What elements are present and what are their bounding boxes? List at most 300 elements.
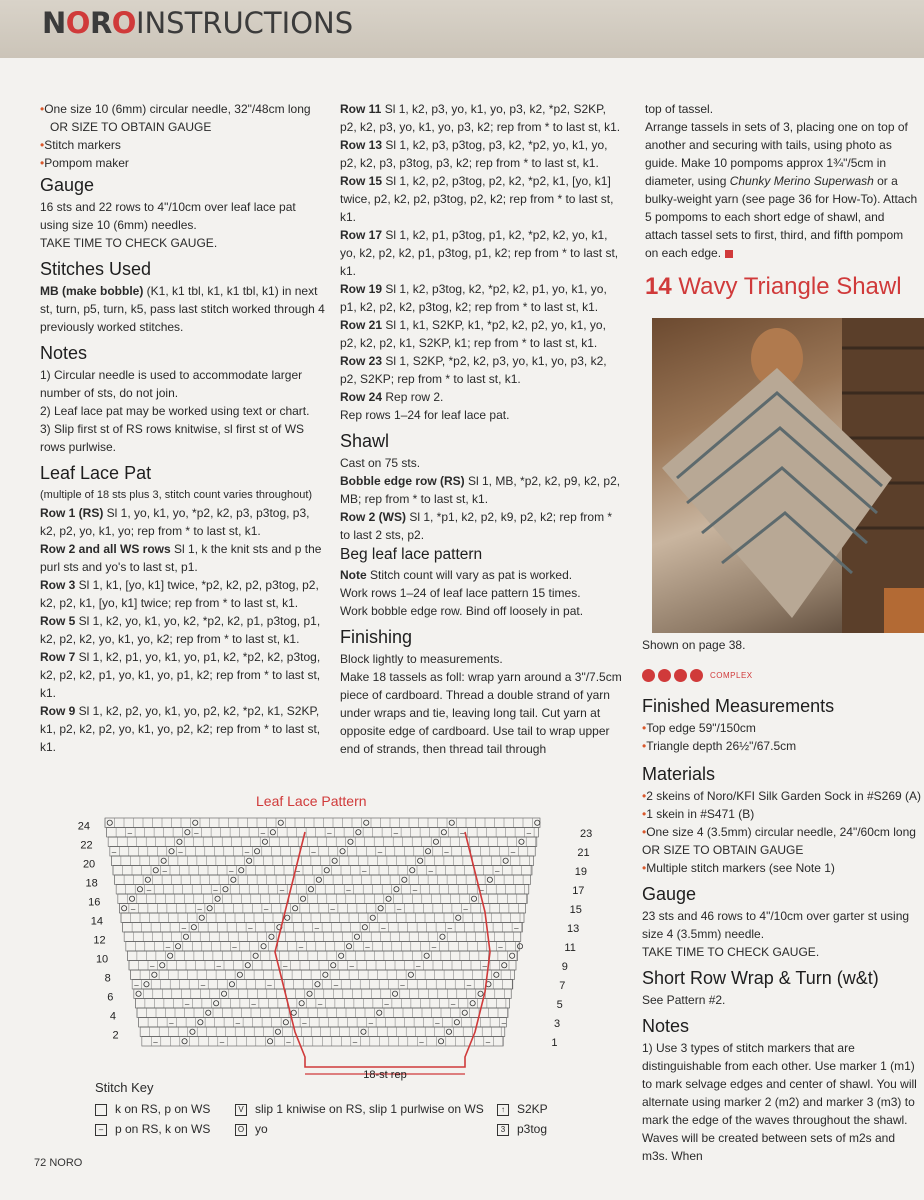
yo-symbol-icon bbox=[462, 1010, 467, 1015]
material-item: •1 skein in #S471 (B) bbox=[642, 806, 755, 821]
purl-symbol-icon: – bbox=[327, 828, 332, 838]
yo-symbol-icon bbox=[446, 1029, 451, 1034]
page-number: 72 bbox=[34, 1157, 47, 1169]
purl-symbol-icon: – bbox=[501, 1018, 507, 1028]
purl-symbol-icon: – bbox=[435, 1018, 440, 1028]
purl-symbol-icon: – bbox=[111, 847, 117, 857]
note-text: Note Stitch count will vary as pat is worked. bbox=[340, 568, 573, 582]
yo-symbol-icon bbox=[245, 963, 250, 968]
pattern-row: Row 7 Sl 1, k2, p1, yo, k1, yo, p1, k2, *p2, k2, p3tog, k2, p2, k2, p1, yo, k1, yo, p1, k2; rep from * to last st, k1. bbox=[40, 650, 321, 700]
section-heading: Notes bbox=[40, 343, 88, 363]
yo-symbol-icon bbox=[137, 887, 142, 892]
yo-symbol-icon bbox=[308, 887, 313, 892]
yo-symbol-icon bbox=[239, 868, 244, 873]
section-heading: Gauge bbox=[40, 175, 95, 195]
yo-symbol-icon bbox=[348, 839, 353, 844]
pattern-row: Row 1 (RS) Sl 1, yo, k1, yo, *p2, k2, p3, p3tog, p3, k2, p2, yo, k1, yo; rep from * to last st, k1. bbox=[40, 506, 310, 538]
stitch-key bbox=[95, 1080, 154, 1099]
pattern-row: Row 9 Sl 1, k2, p2, yo, k1, yo, p2, k2, *p2, k1, S2KP, k1, p2, k2, p2, yo, k1, yo, p2, k2; rep from * to last st, k1. bbox=[40, 704, 321, 754]
instruction: Work rows 1–24 of leaf lace pattern 15 times. bbox=[340, 586, 581, 600]
purl-symbol-icon: – bbox=[184, 999, 190, 1009]
yo-symbol-icon bbox=[190, 1029, 195, 1034]
brand-letter: R bbox=[89, 6, 112, 40]
purl-symbol-icon: – bbox=[146, 885, 152, 895]
purl-symbol-icon: – bbox=[200, 980, 206, 990]
purl-symbol-icon: – bbox=[349, 961, 354, 971]
section-heading: Materials bbox=[642, 763, 716, 784]
purl-symbol-icon: – bbox=[235, 1018, 241, 1028]
yo-symbol-icon bbox=[517, 944, 522, 949]
purl-symbol-icon: – bbox=[232, 942, 237, 952]
key-item: V slip 1 kniwise on RS, slip 1 purlwise on WS bbox=[235, 1102, 484, 1116]
purl-symbol-icon: – bbox=[95, 1124, 107, 1136]
yo-symbol-icon bbox=[191, 925, 196, 930]
row-number-right: 23 bbox=[580, 828, 593, 840]
note-item: 1) Circular needle is used to accommodate larger number of sts, do not join. bbox=[40, 368, 303, 400]
purl-symbol-icon: – bbox=[510, 847, 516, 857]
row-number-right: 19 bbox=[574, 866, 588, 878]
material-item: •Pompom maker bbox=[40, 156, 129, 170]
purl-symbol-icon: – bbox=[229, 866, 234, 876]
row-number-left: 24 bbox=[77, 820, 90, 833]
chart-row bbox=[115, 875, 531, 885]
material-item: •One size 10 (6mm) circular needle, 32"/48cm long OR SIZE TO OBTAIN GAUGE bbox=[40, 102, 311, 134]
purl-symbol-icon: – bbox=[396, 904, 402, 914]
yo-symbol-icon bbox=[136, 991, 141, 996]
purl-symbol-icon: – bbox=[444, 847, 449, 857]
pattern-row: Row 3 Sl 1, k1, [yo, k1] twice, *p2, k2, p2, p3tog, p2, k2, p2, k1, [yo, k1] twice; rep from * to last st, k1. bbox=[40, 578, 319, 610]
purl-symbol-icon: – bbox=[495, 866, 500, 876]
row-number-right: 3 bbox=[554, 1018, 561, 1030]
purl-symbol-icon: – bbox=[428, 866, 433, 876]
chart-row bbox=[126, 942, 519, 952]
yo-symbol-icon bbox=[378, 906, 383, 911]
purl-symbol-icon: – bbox=[479, 885, 484, 895]
chart-row bbox=[121, 913, 524, 923]
gauge-text: 16 sts and 22 rows to 4"/10cm over leaf lace pat using size 10 (6mm) needles. bbox=[40, 200, 296, 232]
purl-symbol-icon: – bbox=[134, 980, 139, 990]
instruction: Block lightly to measurements. bbox=[340, 652, 503, 666]
yo-symbol-icon bbox=[214, 1001, 219, 1006]
rep-rows: Rep rows 1–24 for leaf lace pat. bbox=[340, 408, 510, 422]
yo-symbol-icon bbox=[494, 972, 499, 977]
section-heading: Leaf Lace Pat bbox=[40, 463, 152, 483]
pattern-row: Row 2 (WS) Sl 1, *p1, k2, p2, k9, p2, k2; rep from * to last 2 sts, p2. bbox=[340, 510, 613, 542]
yo-symbol-icon bbox=[315, 982, 320, 987]
purl-symbol-icon: – bbox=[260, 828, 266, 838]
yo-symbol-icon bbox=[237, 972, 242, 977]
material-item: •Multiple stitch markers (see Note 1) bbox=[642, 860, 835, 875]
yo-symbol-icon bbox=[354, 934, 359, 939]
purl-symbol-icon: – bbox=[314, 923, 320, 933]
row-number-left: 2 bbox=[112, 1029, 119, 1042]
column-2 bbox=[340, 100, 625, 758]
purl-symbol-icon: – bbox=[153, 1037, 158, 1047]
purl-symbol-icon: – bbox=[365, 942, 370, 952]
yo-symbol-icon bbox=[198, 1020, 203, 1025]
yo-symbol-icon bbox=[454, 1020, 459, 1025]
purl-symbol-icon: – bbox=[127, 828, 133, 838]
chart-row bbox=[129, 961, 516, 971]
purl-symbol-icon: – bbox=[460, 828, 465, 838]
yo-symbol-icon bbox=[519, 839, 524, 844]
purl-symbol-icon: – bbox=[393, 828, 399, 838]
row-number-left: 12 bbox=[93, 934, 106, 947]
yo-symbol-icon bbox=[169, 849, 174, 854]
row-number-left: 18 bbox=[85, 877, 98, 890]
shawl-illustration bbox=[652, 318, 924, 633]
purl-symbol-icon: – bbox=[267, 980, 272, 990]
yo-symbol-icon bbox=[402, 877, 407, 882]
purl-symbol-icon: – bbox=[216, 961, 221, 971]
row-number-right: 17 bbox=[572, 885, 585, 897]
yo-symbol-icon bbox=[307, 991, 312, 996]
purl-symbol-icon: – bbox=[311, 847, 316, 857]
yo-symbol-icon bbox=[193, 820, 198, 825]
yo-symbol-icon bbox=[331, 963, 336, 968]
yo-symbol-icon bbox=[275, 1029, 280, 1034]
row-number-right: 13 bbox=[567, 923, 580, 935]
yo-symbol-icon bbox=[510, 953, 515, 958]
yo-symbol-icon bbox=[253, 953, 258, 958]
yo-symbol-icon bbox=[339, 953, 344, 958]
brand-letter: N bbox=[42, 6, 66, 40]
purl-symbol-icon: – bbox=[368, 1018, 374, 1028]
yo-symbol-icon bbox=[324, 868, 329, 873]
yo-symbol-icon bbox=[160, 963, 165, 968]
yo-symbol-icon bbox=[206, 1010, 211, 1015]
subsection-heading: Beg leaf lace pattern bbox=[340, 546, 483, 563]
yo-symbol-icon bbox=[332, 858, 337, 863]
purl-symbol-icon: – bbox=[431, 942, 437, 952]
pattern-row: Row 5 Sl 1, k2, yo, k1, yo, k2, *p2, k2, p1, p3tog, p1, k2, p2, k2, yo, k1, yo, k2; rep from * to last st, k1. bbox=[40, 614, 321, 646]
purl-symbol-icon: – bbox=[482, 961, 487, 971]
note-item: 3) Slip first st of RS rows knitwise, sl first st of WS rows purlwise. bbox=[40, 422, 305, 454]
yo-symbol-icon bbox=[433, 839, 438, 844]
purl-symbol-icon: – bbox=[419, 1037, 424, 1047]
row-number-right: 7 bbox=[559, 980, 566, 992]
chart-row bbox=[105, 818, 540, 828]
yo-symbol-icon: O bbox=[235, 1124, 247, 1136]
yo-symbol-icon bbox=[221, 991, 226, 996]
yo-symbol-icon bbox=[161, 858, 166, 863]
chart-row bbox=[137, 1008, 508, 1018]
purl-symbol-icon: – bbox=[244, 847, 250, 857]
yo-symbol-icon bbox=[425, 849, 430, 854]
footer-brand: NORO bbox=[49, 1157, 83, 1169]
row-number-right: 1 bbox=[551, 1037, 558, 1049]
yo-symbol-icon bbox=[386, 896, 391, 901]
yo-symbol-icon bbox=[177, 839, 182, 844]
purl-symbol-icon: – bbox=[526, 828, 532, 838]
yo-symbol-icon bbox=[175, 944, 180, 949]
yo-symbol-icon bbox=[278, 820, 283, 825]
gauge-text: 23 sts and 46 rows to 4"/10cm over garter st using size 4 (3.5mm) needle. bbox=[642, 908, 910, 941]
purl-symbol-icon: – bbox=[251, 999, 256, 1009]
purl-symbol-icon: – bbox=[295, 866, 300, 876]
row-number-right: 11 bbox=[564, 942, 576, 954]
end-mark-icon bbox=[725, 250, 733, 258]
yo-symbol-icon bbox=[503, 858, 508, 863]
chart-row bbox=[111, 856, 533, 866]
pattern-row: Bobble edge row (RS) Sl 1, MB, *p2, k2, p9, k2, p2, MB; rep from * to last st, k1. bbox=[340, 474, 621, 506]
column-1 bbox=[40, 100, 325, 756]
yo-symbol-icon bbox=[418, 858, 423, 863]
cast-on: Cast on 75 sts. bbox=[340, 456, 421, 470]
difficulty-rating: COMPLEX bbox=[642, 666, 922, 685]
yo-symbol-icon bbox=[145, 877, 150, 882]
yo-symbol-icon bbox=[346, 944, 351, 949]
section-heading: Stitches Used bbox=[40, 259, 152, 279]
yo-symbol-icon bbox=[316, 877, 321, 882]
purl-symbol-icon: – bbox=[412, 885, 418, 895]
key-title: Stitch Key bbox=[95, 1080, 154, 1095]
row-number-left: 8 bbox=[104, 972, 111, 985]
purl-symbol-icon: – bbox=[514, 923, 519, 933]
purl-symbol-icon: – bbox=[279, 885, 285, 895]
brand-letter: O bbox=[111, 6, 136, 40]
yo-symbol-icon bbox=[394, 887, 399, 892]
row-number-left: 14 bbox=[90, 915, 103, 928]
row-number-left: 4 bbox=[109, 1010, 116, 1023]
section-heading: Short Row Wrap & Turn (w&t) bbox=[642, 967, 879, 988]
chart-row bbox=[134, 989, 511, 999]
yo-symbol-icon bbox=[323, 972, 328, 977]
yo-symbol-icon bbox=[300, 896, 305, 901]
purl-symbol-icon: – bbox=[197, 904, 202, 914]
yo-symbol-icon bbox=[502, 963, 507, 968]
page-footer bbox=[34, 1157, 82, 1169]
purl-symbol-icon: – bbox=[181, 923, 187, 933]
purl-symbol-icon: – bbox=[381, 923, 386, 933]
material-item: •2 skeins of Noro/KFI Silk Garden Sock in #S269 (A) bbox=[642, 788, 921, 803]
brand-title bbox=[42, 6, 353, 40]
slip-symbol-icon: V bbox=[235, 1104, 247, 1116]
yo-symbol-icon bbox=[152, 972, 157, 977]
yo-symbol-icon bbox=[456, 915, 461, 920]
purl-symbol-icon: – bbox=[219, 1037, 225, 1047]
yo-symbol-icon bbox=[471, 896, 476, 901]
key-item: 3 p3tog bbox=[497, 1122, 547, 1136]
yo-symbol-icon bbox=[283, 1020, 288, 1025]
wrap-text: See Pattern #2. bbox=[642, 992, 726, 1007]
gauge-check: TAKE TIME TO CHECK GAUGE. bbox=[642, 944, 820, 959]
yo-symbol-icon bbox=[410, 868, 415, 873]
purl-symbol-icon: – bbox=[162, 866, 167, 876]
yo-symbol-icon bbox=[270, 830, 275, 835]
brand-letter: O bbox=[65, 6, 90, 40]
pattern-row: Row 19 Sl 1, k2, p3tog, k2, *p2, k2, p1, yo, k1, yo, p1, k2, p2, k2, p3tog, k2; rep from * to last st, k1. bbox=[340, 282, 607, 314]
column-3-top bbox=[645, 100, 919, 302]
repeat-label: 18-st rep bbox=[363, 1069, 407, 1081]
yo-symbol-icon bbox=[168, 953, 173, 958]
purl-symbol-icon: – bbox=[362, 866, 367, 876]
yo-symbol-icon bbox=[377, 1010, 382, 1015]
purl-symbol-icon: – bbox=[283, 961, 288, 971]
instruction: Arrange tassels in sets of 3, placing one on top of another and securing with tails, using photo as guide. Make 10 pompoms approx 1¾"/5cm in diameter, using Chunky Merino Superwash or a bulky-weight yarn (see page 36 for How-To). Attach 5 pompoms to each short edge of shawl, and attach tassel sets to first, third, and fifth pompom on each edge. bbox=[645, 120, 918, 260]
page-header bbox=[0, 0, 924, 58]
purl-symbol-icon: – bbox=[286, 1037, 291, 1047]
purl-symbol-icon: – bbox=[416, 961, 421, 971]
note-item: 2) Leaf lace pat may be worked using text or chart. bbox=[40, 404, 310, 418]
material-item: •One size 4 (3.5mm) circular needle, 24"/60cm long OR SIZE TO OBTAIN GAUGE bbox=[642, 824, 916, 857]
chart-row bbox=[108, 837, 537, 847]
purl-symbol-icon: – bbox=[352, 1037, 358, 1047]
row-number-left: 20 bbox=[82, 858, 96, 871]
purl-symbol-icon: – bbox=[498, 942, 503, 952]
purl-symbol-icon: – bbox=[194, 828, 199, 838]
yo-symbol-icon bbox=[262, 839, 267, 844]
section-heading: Notes bbox=[642, 1015, 690, 1036]
measurement-item: •Top edge 59"/150cm bbox=[642, 720, 756, 735]
yo-symbol-icon bbox=[362, 925, 367, 930]
pattern-subtitle: (multiple of 18 sts plus 3, stitch count varies throughout) bbox=[40, 489, 313, 501]
row-number-left: 16 bbox=[88, 896, 101, 909]
chart-title: Leaf Lace Pattern bbox=[256, 793, 367, 809]
yo-symbol-icon bbox=[364, 820, 369, 825]
purl-symbol-icon: – bbox=[447, 923, 453, 933]
section-heading: Finished Measurements bbox=[642, 695, 835, 716]
chart-row bbox=[116, 885, 529, 895]
purl-symbol-icon: – bbox=[450, 999, 456, 1009]
yo-symbol-icon bbox=[293, 906, 298, 911]
key-item: k on RS, p on WS bbox=[95, 1102, 210, 1116]
pattern-title: 14 Wavy Triangle Shawl bbox=[645, 273, 902, 300]
purl-symbol-icon: – bbox=[400, 980, 405, 990]
instruction: top of tassel. bbox=[645, 102, 714, 116]
pattern-row: Row 24 Rep row 2. bbox=[340, 390, 444, 404]
purl-symbol-icon: – bbox=[384, 999, 389, 1009]
pattern-row: Row 17 Sl 1, k2, p1, p3tog, p1, k2, *p2, k2, yo, k1, yo, k2, p2, k2, p1, p3tog, p1, k2; rep from * to last st, k1. bbox=[340, 228, 619, 278]
knit-symbol-icon bbox=[95, 1104, 107, 1116]
yo-symbol-icon bbox=[261, 944, 266, 949]
yo-symbol-icon bbox=[408, 972, 413, 977]
key-item: – p on RS, k on WS bbox=[95, 1122, 210, 1136]
yo-symbol-icon bbox=[183, 934, 188, 939]
yo-symbol-icon bbox=[107, 820, 112, 825]
purl-symbol-icon: – bbox=[178, 847, 183, 857]
measurement-item: •Triangle depth 26½"/67.5cm bbox=[642, 738, 797, 753]
chart-row bbox=[139, 1018, 507, 1028]
chart-row bbox=[107, 828, 539, 838]
chart-row bbox=[113, 866, 532, 876]
section-heading: Finishing bbox=[340, 627, 413, 647]
yo-symbol-icon bbox=[267, 1039, 272, 1044]
p3tog-symbol-icon: 3 bbox=[497, 1124, 509, 1136]
pattern-row: Row 2 and all WS rows Sl 1, k the knit sts and p the purl sts and yo's to last st, p1. bbox=[40, 542, 322, 574]
material-item: •Stitch markers bbox=[40, 138, 121, 152]
yo-symbol-icon bbox=[440, 934, 445, 939]
yo-symbol-icon bbox=[144, 982, 149, 987]
chart-row bbox=[127, 951, 517, 961]
purl-symbol-icon: – bbox=[463, 904, 468, 914]
leaf-lace-chart bbox=[35, 812, 615, 1087]
purl-symbol-icon: – bbox=[317, 999, 323, 1009]
yo-symbol-icon bbox=[356, 830, 361, 835]
yo-symbol-icon bbox=[199, 915, 204, 920]
gauge-check: TAKE TIME TO CHECK GAUGE. bbox=[40, 236, 218, 250]
yo-symbol-icon bbox=[478, 991, 483, 996]
yo-symbol-icon bbox=[470, 1001, 475, 1006]
yo-symbol-icon bbox=[441, 830, 446, 835]
row-number-left: 6 bbox=[107, 991, 114, 1004]
yo-symbol-icon bbox=[535, 820, 540, 825]
pattern-row: Row 11 Sl 1, k2, p3, yo, k1, yo, p3, k2, *p2, S2KP, p2, k2, p3, yo, k1, yo, p3, k2; rep from * to last st, k1. bbox=[340, 102, 621, 134]
purl-symbol-icon: – bbox=[330, 904, 335, 914]
purl-symbol-icon: – bbox=[263, 904, 269, 914]
yo-symbol-icon bbox=[254, 849, 259, 854]
yo-symbol-icon bbox=[361, 1029, 366, 1034]
yo-symbol-icon bbox=[487, 877, 492, 882]
yo-symbol-icon bbox=[207, 906, 212, 911]
yo-symbol-icon bbox=[269, 934, 274, 939]
yo-symbol-icon bbox=[229, 982, 234, 987]
key-item: O yo bbox=[235, 1122, 268, 1136]
purl-symbol-icon: – bbox=[213, 885, 218, 895]
section-heading: Shawl bbox=[340, 431, 390, 451]
yo-symbol-icon bbox=[215, 896, 220, 901]
purl-symbol-icon: – bbox=[377, 847, 383, 857]
instruction: Work bobble edge row. Bind off loosely in pat. bbox=[340, 604, 584, 618]
purl-symbol-icon: – bbox=[130, 904, 136, 914]
yo-symbol-icon bbox=[122, 906, 127, 911]
yo-symbol-icon bbox=[291, 1010, 296, 1015]
key-item: ↑ S2KP bbox=[497, 1102, 548, 1116]
yo-symbol-icon bbox=[370, 915, 375, 920]
yo-symbol-icon bbox=[340, 849, 345, 854]
yo-symbol-icon bbox=[129, 896, 134, 901]
column-3-bottom bbox=[642, 636, 922, 1165]
yo-symbol-icon bbox=[247, 858, 252, 863]
row-number-right: 15 bbox=[569, 904, 582, 916]
note-item: 1) Use 3 types of stitch markers that are distinguishable from each other. Use marker 1 (m1) to mark selvage edges and center of shawl. You will alternate using marker 2 (m2) and marker 3 (m3) to mark the edge of the waves throughout the shawl. Waves will be created between sets of m2s and m3s. When bbox=[642, 1040, 917, 1163]
chart-row bbox=[118, 894, 527, 904]
yo-symbol-icon bbox=[153, 868, 158, 873]
yo-symbol-icon bbox=[182, 1039, 187, 1044]
purl-symbol-icon: – bbox=[485, 1037, 491, 1047]
row-number-left: 22 bbox=[80, 839, 93, 852]
yo-symbol-icon bbox=[185, 830, 190, 835]
yo-symbol-icon bbox=[231, 877, 236, 882]
purl-symbol-icon: – bbox=[466, 980, 472, 990]
yo-symbol-icon bbox=[449, 820, 454, 825]
brand-suffix: INSTRUCTIONS bbox=[135, 6, 354, 40]
instruction: Make 18 tassels as foll: wrap yarn around a 3"/7.5cm piece of cardboard. Thread a double strand of yarn under wraps and tie, leaving long tail. Cut yarn at opposite edge of cardboard. Use tail to wrap upper end of strands, then thread tail through bbox=[340, 670, 622, 756]
section-heading: Gauge bbox=[642, 883, 697, 904]
purl-symbol-icon: – bbox=[169, 1018, 174, 1028]
row-number-right: 21 bbox=[577, 847, 590, 859]
yo-symbol-icon bbox=[299, 1001, 304, 1006]
purl-symbol-icon: – bbox=[165, 942, 171, 952]
purl-symbol-icon: – bbox=[346, 885, 351, 895]
yo-symbol-icon bbox=[424, 953, 429, 958]
yo-symbol-icon bbox=[285, 915, 290, 920]
pattern-row: Row 13 Sl 1, k2, p3, p3tog, p3, k2, *p2, yo, k1, yo, p2, k2, p3, p3tog, p3, k2; rep from * to last st, k1. bbox=[340, 138, 608, 170]
pattern-row: Row 23 Sl 1, S2KP, *p2, k2, p3, yo, k1, yo, p3, k2, p2, S2KP; rep from * to last st, k1. bbox=[340, 354, 607, 386]
purl-symbol-icon: – bbox=[150, 961, 155, 971]
pattern-row: Row 21 Sl 1, k1, S2KP, k1, *p2, k2, p2, yo, k1, yo, p2, k2, p2, k1, S2KP, k1; rep from * to last st, k1. bbox=[340, 318, 606, 350]
shawl-photo bbox=[652, 318, 924, 633]
purl-symbol-icon: – bbox=[298, 942, 304, 952]
shown-on: Shown on page 38. bbox=[642, 638, 746, 652]
pattern-row: Row 15 Sl 1, k2, p2, p3tog, p2, k2, *p2, k1, [yo, k1] twice, p2, k2, p2, p3tog, p2, k2; rep from * to last st, k1. bbox=[340, 174, 614, 224]
row-number-left: 10 bbox=[95, 953, 109, 966]
stitch-def: MB (make bobble) (K1, k1 tbl, k1, k1 tbl, k1) in next st, turn, p5, turn, k5, pass last stitch worked through 4 previously worked stitches. bbox=[40, 284, 325, 334]
purl-symbol-icon: – bbox=[248, 923, 253, 933]
yo-symbol-icon bbox=[392, 991, 397, 996]
yo-symbol-icon bbox=[223, 887, 228, 892]
row-number-right: 5 bbox=[556, 999, 563, 1011]
